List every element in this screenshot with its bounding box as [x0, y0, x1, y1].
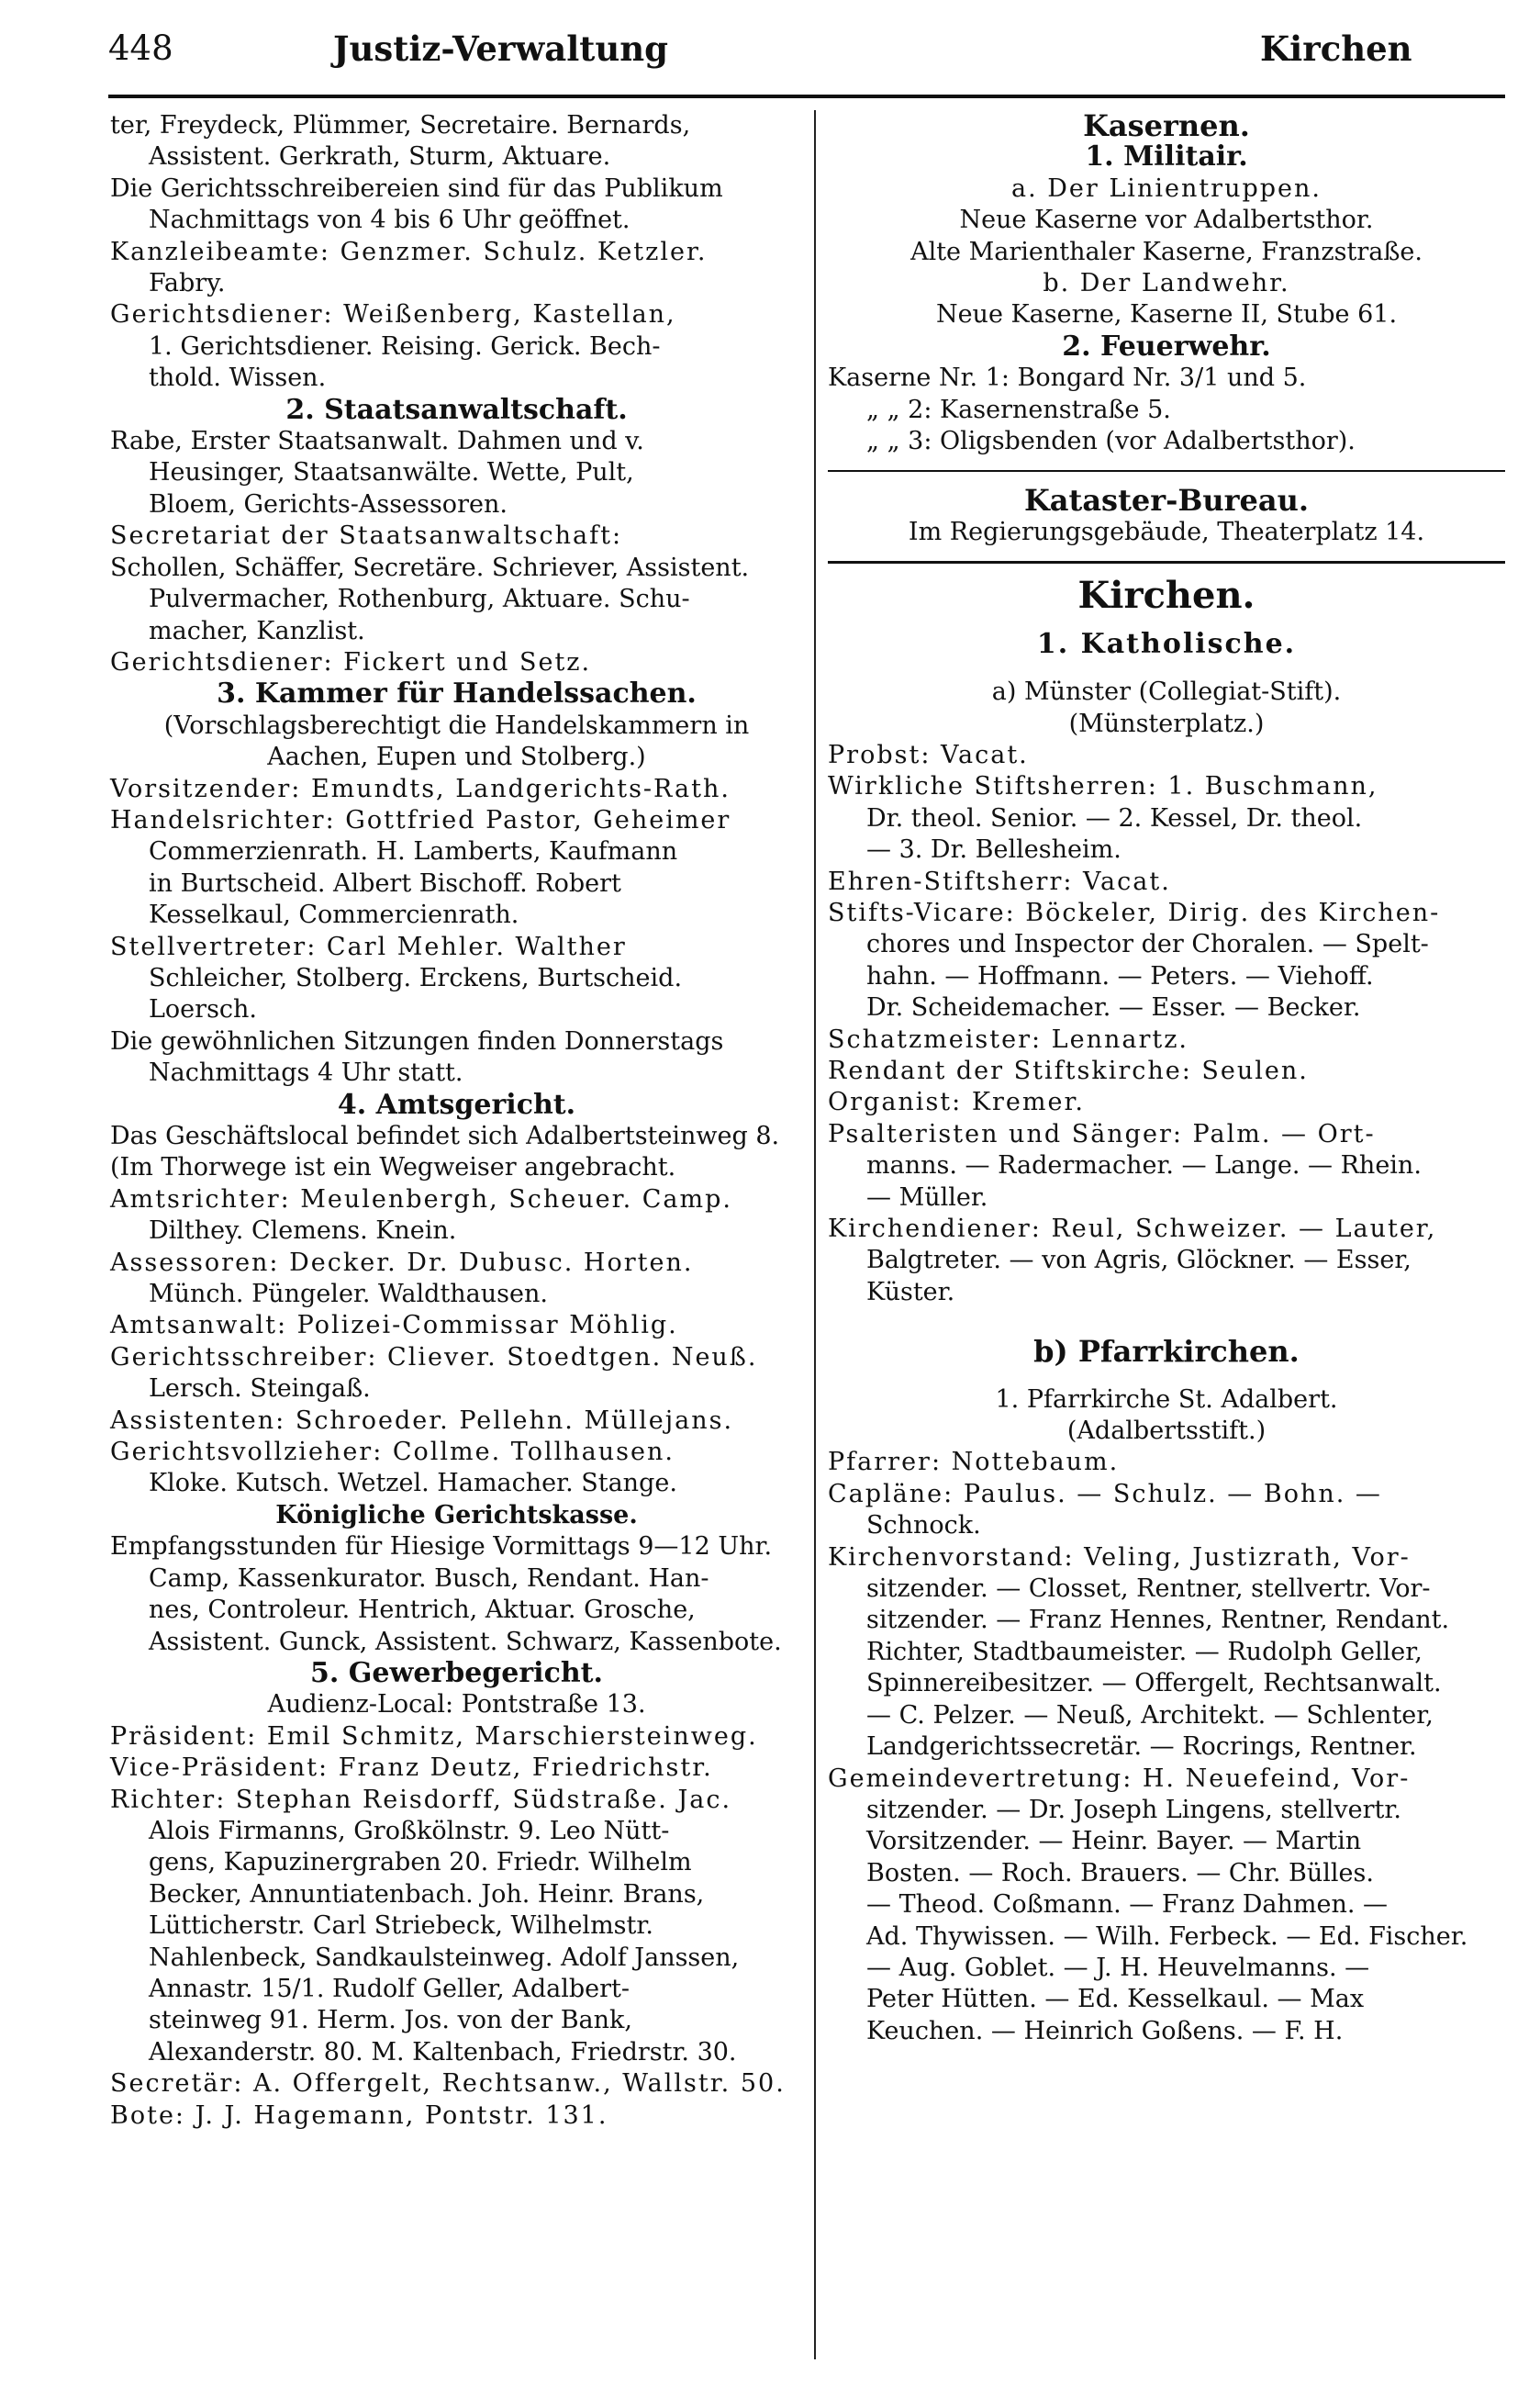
text-line: Bote: J. J. Hagemann, Pontstr. 131.: [110, 2100, 608, 2130]
text-line: Die gewöhnlichen Sitzungen finden Donnerstags: [110, 1026, 724, 1056]
text-line: gens, Kapuzinergraben 20. Friedr. Wilhelm: [149, 1848, 692, 1877]
text-line: Landgerichtssecretär. — Rocrings, Rentner.: [866, 1732, 1417, 1762]
text-line: Bloem, Gerichts-Assessoren.: [149, 489, 508, 519]
text-line: Kaserne Nr. 1: Bongard Nr. 3/1 und 5.: [828, 364, 1307, 393]
text-line: 1. Gerichtsdiener. Reising. Gerick. Bech-: [149, 331, 661, 361]
text-line: Becker, Annuntiatenbach. Joh. Heinr. Brans,: [149, 1879, 705, 1909]
text-line: ter, Freydeck, Plümmer, Secretaire. Bernards,: [110, 111, 691, 140]
subsection-heading-feuerwehr: 2. Feuerwehr.: [1062, 330, 1271, 363]
text-line: nes, Controleur. Hentrich, Aktuar. Grosche,: [149, 1596, 696, 1625]
section-heading-kataster: Kataster-Bureau.: [1023, 483, 1310, 519]
text-line: Schatzmeister: Lennartz.: [828, 1025, 1189, 1054]
spacer: [828, 1368, 1505, 1384]
text-line: Schnock.: [866, 1511, 981, 1540]
text-line: Amtsrichter: Meulenbergh, Scheuer. Camp.: [110, 1184, 732, 1214]
text-line: Gemeindevertretung: H. Neuefeind, Vor-: [828, 1764, 1411, 1793]
text-line: steinweg 91. Herm. Jos. von der Bank,: [149, 2006, 632, 2035]
text-line: Secretär: A. Offergelt, Rechtsanw., Wallstr. 50.: [110, 2069, 786, 2099]
text-line: Dr. theol. Senior. — 2. Kessel, Dr. theol.: [866, 803, 1363, 833]
section-rule: [828, 561, 1505, 564]
text-line: Richter: Stephan Reisdorff, Südstraße. Jac.: [110, 1785, 732, 1814]
text-line: (Münsterplatz.): [1068, 709, 1265, 738]
text-line: Präsident: Emil Schmitz, Marschiersteinweg.: [110, 1721, 758, 1751]
text-line: Peter Hütten. — Ed. Kesselkaul. — Max: [866, 1985, 1365, 2014]
text-line: Keuchen. — Heinrich Goßens. — F. H.: [866, 2016, 1344, 2045]
text-line: Psalteristen und Sänger: Palm. — Ort-: [828, 1119, 1376, 1148]
text-line: sitzender. — Closset, Rentner, stellvertr. Vor-: [866, 1574, 1431, 1604]
text-line: Empfangsstunden für Hiesige Vormittags 9—12 Uhr.: [110, 1532, 773, 1562]
text-line: Assessoren: Decker. Dr. Dubusc. Horten.: [110, 1248, 694, 1277]
text-line: Kirchenvorstand: Veling, Justizrath, Vor-: [828, 1542, 1411, 1572]
text-line: Aachen, Eupen und Stolberg.): [267, 743, 646, 772]
text-line: Kirchendiener: Reul, Schweizer. — Lauter,: [828, 1215, 1437, 1243]
text-line: Amtsanwalt: Polizei-Commissar Möhlig.: [110, 1311, 678, 1340]
text-line: Pulvermacher, Rothenburg, Aktuare. Schu-: [149, 585, 690, 614]
page-number: 448: [108, 28, 173, 68]
text-line: Ad. Thywissen. — Wilh. Ferbeck. — Ed. Fischer.: [866, 1921, 1468, 1951]
text-line: Fabry.: [149, 269, 226, 298]
text-line: Alois Firmanns, Großkölnstr. 9. Leo Nütt-: [149, 1816, 670, 1845]
text-line: Vorsitzender: Emundts, Landgerichts-Rath.: [110, 774, 731, 803]
text-line: Küster.: [866, 1277, 955, 1306]
text-line: Balgtreter. — von Agris, Glöckner. — Esser,: [866, 1246, 1412, 1275]
text-line: Gerichtsvollzieher: Collme. Tollhausen.: [110, 1438, 675, 1467]
text-line: b. Der Landwehr.: [1043, 269, 1290, 298]
text-line: Stifts-Vicare: Böckeler, Dirig. des Kirchen-: [828, 898, 1441, 927]
text-line: Handelsrichter: Gottfried Pastor, Geheimer: [110, 805, 731, 834]
text-line: Gerichtsschreiber: Cliever. Stoedtgen. Neuß.: [110, 1342, 758, 1372]
text-line: Rabe, Erster Staatsanwalt. Dahmen und v.: [110, 427, 644, 456]
text-line: „ „ 2: Kasernenstraße 5.: [866, 395, 1171, 424]
text-line: Commerzienrath. H. Lamberts, Kaufmann: [149, 837, 678, 867]
spacer: [828, 660, 1505, 677]
text-line: Capläne: Paulus. — Schulz. — Bohn. —: [828, 1479, 1382, 1508]
section-heading-kirchen: Kirchen.: [1077, 574, 1255, 618]
text-line: Nahlenbeck, Sandkaulsteinweg. Adolf Janssen,: [149, 1943, 740, 1972]
text-line: Münch. Püngeler. Waldthausen.: [149, 1280, 548, 1309]
right-column: [828, 110, 1505, 2047]
section-heading-staatsanwaltschaft: 2. Staatsanwaltschaft.: [285, 393, 628, 426]
page-header: [108, 17, 1505, 81]
text-line: Alte Marienthaler Kaserne, Franzstraße.: [910, 237, 1423, 266]
text-line: Ehren-Stiftsherr: Vacat.: [828, 867, 1171, 896]
section-heading-amtsgericht: 4. Amtsgericht.: [337, 1088, 576, 1121]
text-line: (Adalbertsstift.): [1066, 1417, 1267, 1446]
text-line: Kanzleibeamte: Genzmer. Schulz. Ketzler.: [110, 237, 708, 266]
running-title: Justiz-Verwaltung: [333, 28, 669, 69]
text-line: — C. Pelzer. — Neuß, Architekt. — Schlenter,: [866, 1700, 1434, 1730]
text-line: — Müller.: [866, 1182, 988, 1212]
text-line: „ „ 3: Oligsbenden (vor Adalbertsthor).: [866, 427, 1356, 456]
text-line: Die Gerichtsschreibereien sind für das Publikum: [110, 174, 723, 203]
text-line: Assistenten: Schroeder. Pellehn. Müllejans.: [110, 1406, 734, 1435]
text-line: Schollen, Schäffer, Secretäre. Schriever, Assistent.: [110, 553, 750, 582]
text-line: Das Geschäftslocal befindet sich Adalbertsteinweg 8.: [110, 1122, 780, 1150]
text-line: Alexanderstr. 80. M. Kaltenbach, Friedrstr. 30.: [149, 2037, 737, 2066]
text-line: Heusinger, Staatsanwälte. Wette, Pult,: [149, 458, 634, 487]
text-line: Audienz-Local: Pontstraße 13.: [267, 1690, 646, 1719]
text-line: Assistent. Gunck, Assistent. Schwarz, Kassenbote.: [149, 1627, 782, 1656]
text-line: Lersch. Steingaß.: [149, 1374, 371, 1404]
text-line: Spinnereibesitzer. — Offergelt, Rechtsanwalt.: [866, 1669, 1442, 1698]
left-column: [110, 110, 803, 2132]
text-line: Vice-Präsident: Franz Deutz, Friedrichstr.: [110, 1753, 713, 1783]
text-line: sitzender. — Dr. Joseph Lingens, stellvertr.: [866, 1795, 1401, 1824]
text-line: — 3. Dr. Bellesheim.: [866, 835, 1122, 865]
header-rule: [108, 95, 1505, 98]
text-line: hahn. — Hoffmann. — Peters. — Viehoff.: [866, 961, 1374, 991]
text-line: Organist: Kremer.: [828, 1088, 1085, 1117]
subsection-heading-muenster: a) Münster (Collegiat-Stift).: [991, 678, 1342, 707]
subsection-heading-katholische: 1. Katholische.: [1036, 627, 1297, 660]
text-line: (Im Thorwege ist ein Wegweiser angebracht.: [110, 1153, 676, 1182]
text-line: 1. Pfarrkirche St. Adalbert.: [995, 1384, 1338, 1414]
text-line: Kloke. Kutsch. Wetzel. Hamacher. Stange.: [149, 1469, 677, 1498]
text-line: Neue Kaserne vor Adalbertsthor.: [959, 206, 1374, 235]
text-line: Assistent. Gerkrath, Sturm, Aktuare.: [149, 142, 611, 172]
text-line: Dr. Scheidemacher. — Esser. — Becker.: [866, 993, 1361, 1023]
text-line: Annastr. 15/1. Rudolf Geller, Adalbert-: [149, 1974, 631, 2003]
column-divider: [814, 110, 816, 2359]
section-rule: [828, 470, 1505, 472]
text-line: chores und Inspector der Choralen. — Spelt-: [866, 930, 1429, 959]
text-line: Richter, Stadtbaumeister. — Rudolph Geller,: [866, 1637, 1423, 1666]
section-heading-kammer: 3. Kammer für Handelssachen.: [217, 678, 697, 711]
text-line: Gerichtsdiener: Fickert und Setz.: [110, 647, 592, 677]
text-line: Stellvertreter: Carl Mehler. Walther: [110, 932, 627, 961]
text-line: Rendant der Stiftskirche: Seulen.: [828, 1056, 1309, 1085]
text-line: Neue Kaserne, Kaserne II, Stube 61.: [935, 300, 1398, 330]
text-line: Dilthey. Clemens. Knein.: [149, 1216, 457, 1246]
text-line: Wirkliche Stiftsherren: 1. Buschmann,: [828, 772, 1378, 801]
text-line: sitzender. — Franz Hennes, Rentner, Rendant.: [866, 1606, 1450, 1635]
section-heading-gerichtskasse: Königliche Gerichtskasse.: [275, 1500, 638, 1529]
text-line: Gerichtsdiener: Weißenberg, Kastellan,: [110, 300, 676, 330]
text-line: Probst: Vacat.: [828, 740, 1029, 769]
text-line: Camp, Kassenkurator. Busch, Rendant. Han-: [149, 1563, 709, 1593]
running-section: Kirchen: [1260, 28, 1412, 69]
subsection-heading-militair: 1. Militair.: [1085, 140, 1248, 174]
subsection-heading-pfarrkirchen: b) Pfarrkirchen.: [1033, 1334, 1300, 1370]
text-line: Loersch.: [149, 995, 258, 1025]
text-line: macher, Kanzlist.: [149, 616, 365, 645]
text-line: manns. — Radermacher. — Lange. — Rhein.: [866, 1151, 1422, 1181]
text-line: — Aug. Goblet. — J. H. Heuvelmanns. —: [866, 1953, 1370, 1982]
section-heading-gewerbegericht: 5. Gewerbegericht.: [310, 1656, 603, 1689]
text-line: thold. Wissen.: [149, 364, 327, 393]
text-line: a. Der Linientruppen.: [1011, 174, 1322, 203]
text-line: Vorsitzender. — Heinr. Bayer. — Martin: [866, 1827, 1362, 1856]
spacer: [828, 1308, 1505, 1336]
text-line: Secretariat der Staatsanwaltschaft:: [110, 521, 623, 551]
text-line: Im Regierungsgebäude, Theaterplatz 14.: [908, 517, 1425, 546]
text-line: Pfarrer: Nottebaum.: [828, 1448, 1120, 1477]
text-line: Schleicher, Stolberg. Erckens, Burtscheid.: [149, 963, 683, 992]
section-heading-kasernen: Kasernen.: [1083, 108, 1250, 143]
text-line: Bosten. — Roch. Brauers. — Chr. Bülles.: [866, 1858, 1374, 1887]
text-line: Lütticherstr. Carl Striebeck, Wilhelmstr.: [149, 1911, 653, 1941]
text-line: Nachmittags von 4 bis 6 Uhr geöffnet.: [149, 206, 631, 235]
text-line: Kesselkaul, Commercienrath.: [149, 901, 519, 930]
text-line: Nachmittags 4 Uhr statt.: [149, 1058, 463, 1088]
text-line: — Theod. Coßmann. — Franz Dahmen. —: [866, 1890, 1389, 1920]
text-line: in Burtscheid. Albert Bischoff. Robert: [149, 868, 621, 898]
text-line: (Vorschlagsberechtigt die Handelskammern in: [163, 711, 750, 740]
